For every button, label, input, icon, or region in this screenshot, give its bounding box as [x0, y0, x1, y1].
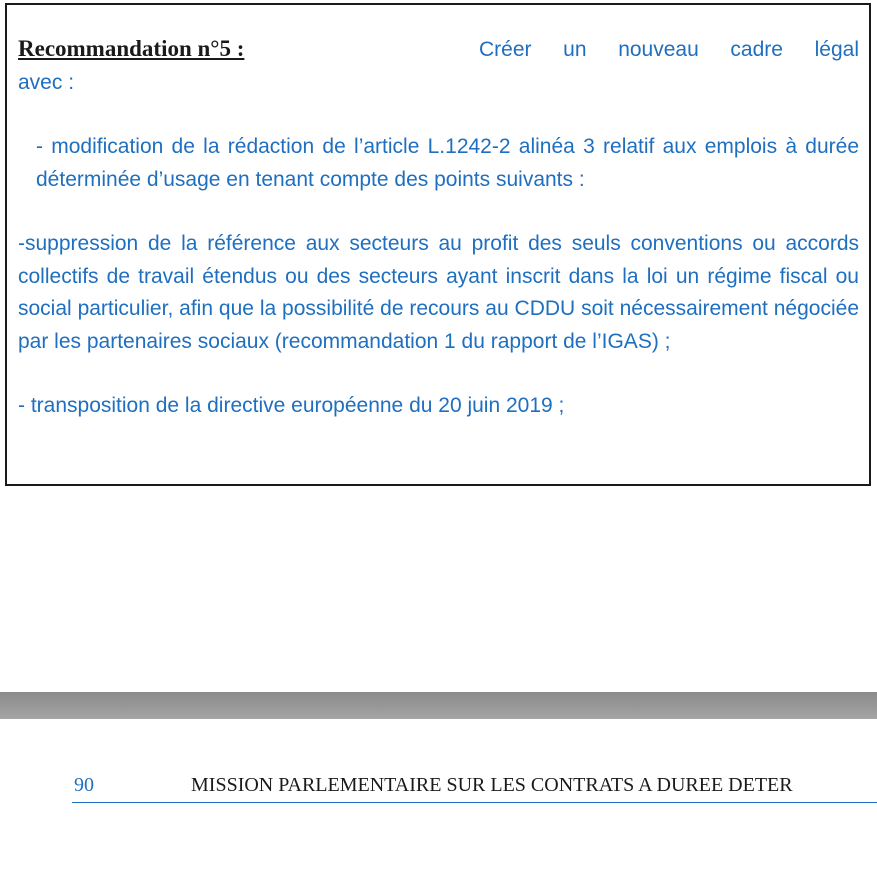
lead-word: cadre [730, 38, 783, 61]
recommendation-body [18, 33, 859, 423]
page-separator [0, 692, 877, 719]
paragraph-article-modification: - modification de la rédaction de l’article L.1242-2 alinéa 3 relatif aux emplois à durée déterminée d’usage en tenant compte des points suivants : [36, 135, 859, 191]
recommendation-title: Recommandation n°5 : [18, 36, 245, 61]
lead-continuation: avec : [18, 70, 75, 94]
page-footer [72, 772, 877, 803]
running-head: MISSION PARLEMENTAIRE SUR LES CONTRATS A DUREE DETER [191, 774, 793, 796]
page-number: 90 [74, 774, 94, 796]
lead-word: un [563, 38, 587, 61]
lead-word: Créer [479, 38, 532, 61]
recommendation-lead [479, 34, 859, 67]
paragraph-directive-transposition: - transposition de la directive européenne du 20 juin 2019 ; [18, 394, 565, 417]
lead-word: nouveau [618, 38, 699, 61]
recommendation-title-row [18, 33, 859, 67]
next-page [0, 719, 877, 877]
paragraph-sector-suppression: -suppression de la référence aux secteurs au profit des seuls conventions ou accords collectifs de travail étendus ou des secteurs ayant inscrit dans la loi un régime fiscal ou social particulier, afin que la possibilité de recours au CDDU soit nécessairement négociée par les partenaires sociaux (recommandation 1 du rapport de l’IGAS) ; [18, 232, 859, 353]
lead-word: légal [814, 38, 859, 61]
